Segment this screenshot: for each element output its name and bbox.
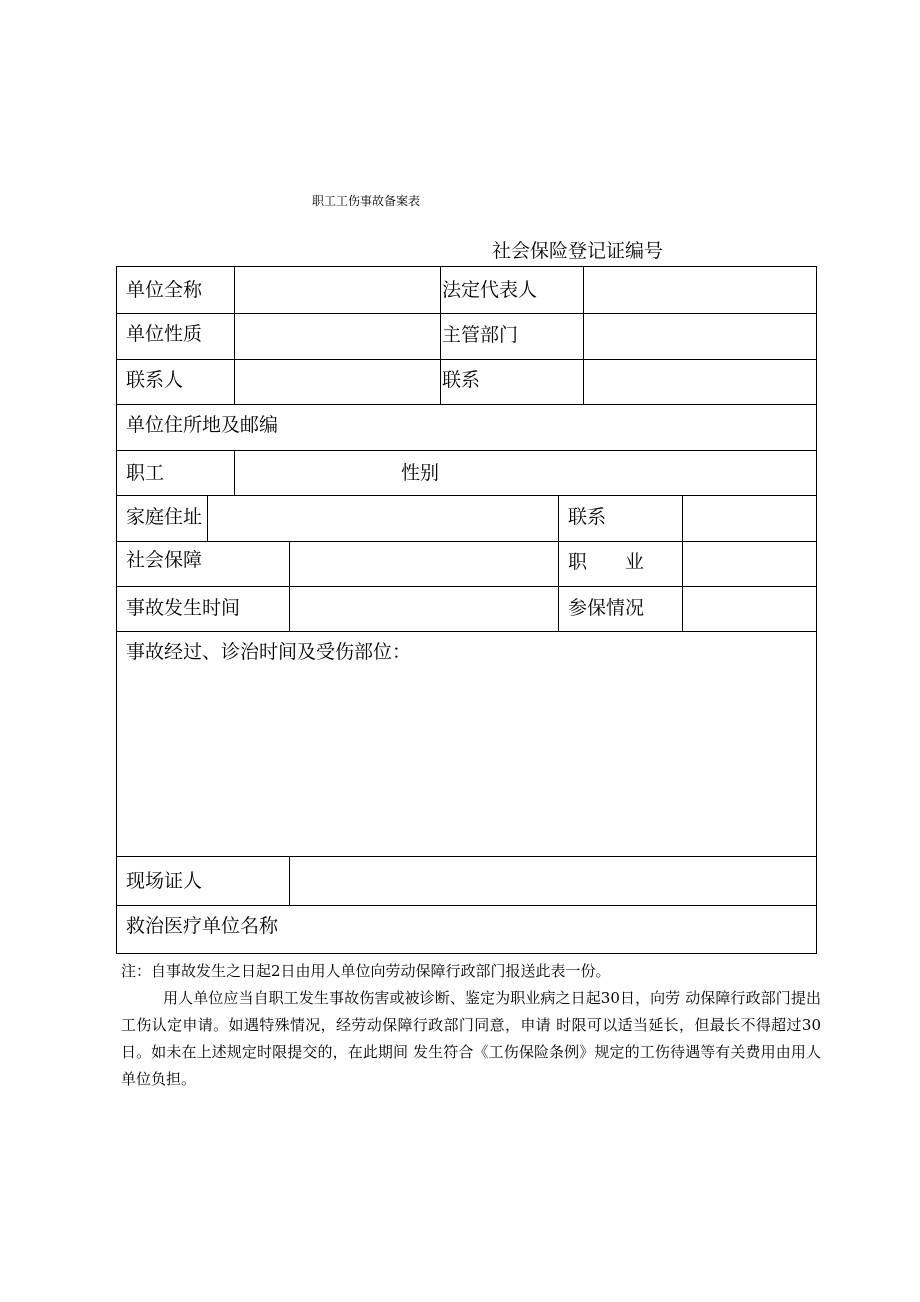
note-deadline: 注：自事故发生之日起2日由用人单位向劳动保障行政部门报送此表一份。: [121, 962, 611, 980]
home-address-label: 家庭住址: [126, 506, 203, 528]
social-security-label: 社会保障: [126, 549, 203, 571]
accident-time-field[interactable]: [290, 587, 558, 631]
legal-rep-label: 法定代表人: [442, 279, 538, 301]
unit-address-field[interactable]: [367, 405, 817, 450]
employee-label: 职工: [126, 462, 165, 484]
col-divider: [558, 495, 559, 631]
contact-person-field[interactable]: [235, 360, 440, 404]
contact-field[interactable]: [584, 360, 818, 404]
unit-address-label: 单位住所地及邮编: [126, 414, 279, 436]
home-address-field[interactable]: [208, 496, 558, 541]
note-application-rules: 用人单位应当自职工发生事故伤害或被诊断、鉴定为职业病之日起30日，向劳 动保障行政部门提出工伤认定申请。如遇特殊情况，经劳动保障行政部门同意，申请 时限可以适当延长，但最长不得超过30日。如未在上述规定时限提交的，在此期间 发生符合《工伤保险条例》规定的工伤待遇等有关费用由用人单位负担。: [121, 989, 821, 1088]
form-title: 职工工伤事故备案表: [312, 194, 421, 208]
accident-details-label: 事故经过、诊治时间及受伤部位：: [126, 641, 412, 663]
registration-number-label: 社会保险登记证编号: [492, 240, 664, 262]
contact2-label: 联系: [568, 506, 607, 528]
unit-nature-label: 单位性质: [126, 323, 203, 345]
gender-field[interactable]: [457, 451, 817, 495]
unit-full-name-field[interactable]: [235, 267, 440, 313]
supervisor-dept-label: 主管部门: [442, 324, 519, 346]
social-security-field[interactable]: [290, 542, 558, 586]
medical-unit-label: 救治医疗单位名称: [126, 915, 279, 937]
insurance-status-label: 参保情况: [568, 597, 645, 619]
gender-label: 性别: [401, 462, 440, 484]
medical-unit-field[interactable]: [317, 906, 817, 954]
contact-label: 联系: [442, 369, 481, 391]
contact-person-label: 联系人: [126, 369, 184, 391]
unit-nature-field[interactable]: [235, 314, 440, 359]
witness-field[interactable]: [290, 857, 817, 905]
insurance-status-field[interactable]: [683, 587, 817, 631]
notes-section: [121, 958, 821, 1093]
row-divider: [117, 631, 816, 632]
accident-details-field[interactable]: [117, 672, 817, 856]
witness-label: 现场证人: [126, 870, 203, 892]
unit-full-name-label: 单位全称: [126, 279, 203, 301]
occupation-label: 职 业: [568, 551, 645, 573]
accident-record-form: [116, 266, 817, 954]
col-divider: [440, 267, 441, 404]
legal-rep-field[interactable]: [584, 267, 818, 313]
accident-time-label: 事故发生时间: [126, 597, 241, 619]
employee-field[interactable]: [235, 451, 395, 495]
occupation-field[interactable]: [683, 542, 817, 586]
supervisor-dept-field[interactable]: [584, 314, 818, 359]
contact2-field[interactable]: [683, 496, 817, 541]
